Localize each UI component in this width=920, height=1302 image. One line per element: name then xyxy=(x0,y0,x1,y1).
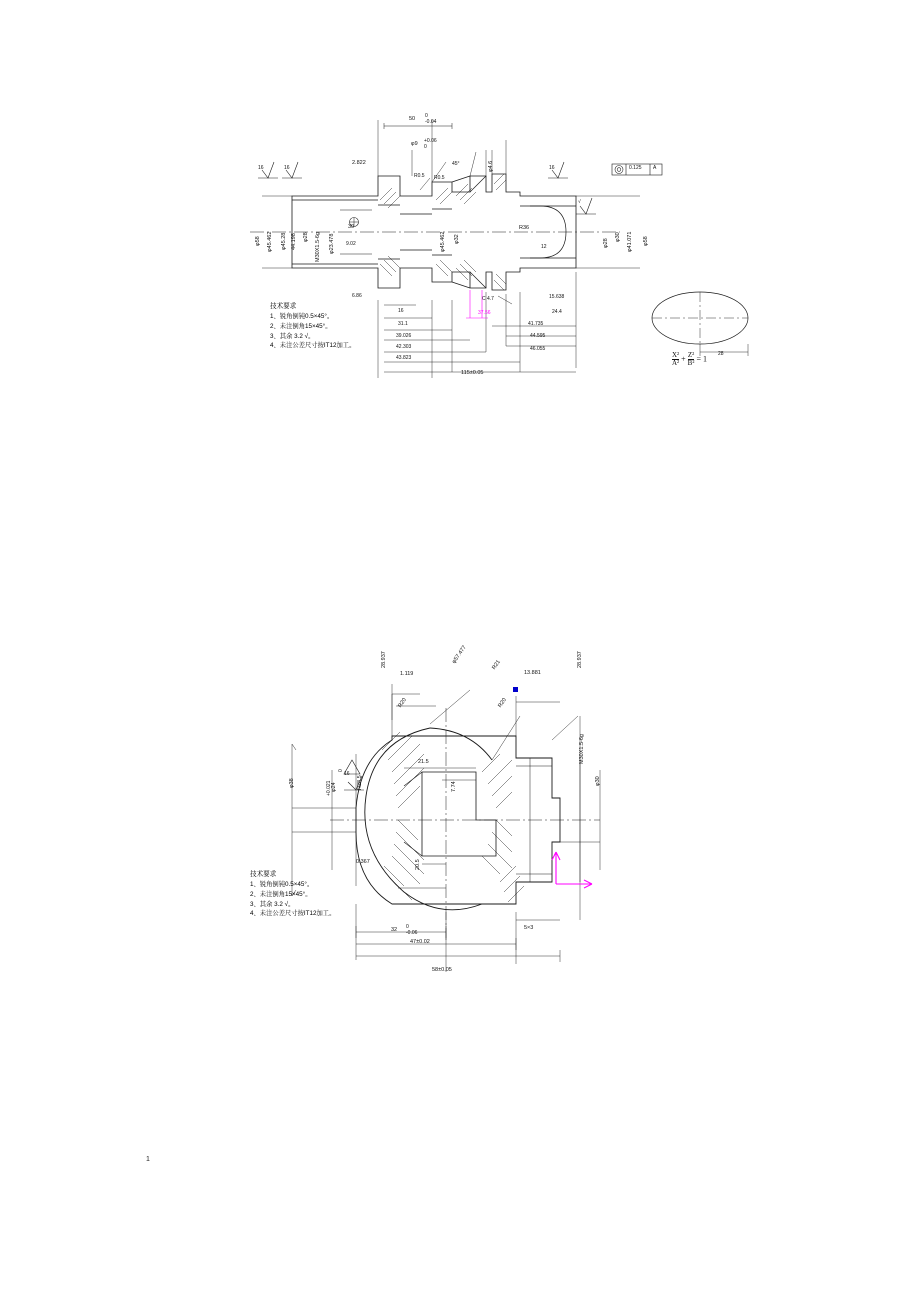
dim-d45-462-mid: φ45.462 xyxy=(440,231,446,252)
dim-chamfer-2822: 2.822 xyxy=(352,160,366,166)
dim-d24: φ24 xyxy=(331,782,337,792)
bottom-view-notes xyxy=(250,870,335,919)
dim-d45-462: φ45.462 xyxy=(267,231,273,252)
dim-d45-28: φ45.28 xyxy=(281,232,287,250)
dim-d58-left: φ58 xyxy=(255,236,261,246)
dim-d24-tol-upper: +0.021 xyxy=(326,780,332,796)
dim-r05-a: R0.5 xyxy=(414,173,425,179)
note-line-1-bottom: 1、锐角倒钝0.5×45°。 xyxy=(250,881,314,889)
dim-groove-5x3: 5×3 xyxy=(524,925,534,931)
formula-x-num: X² xyxy=(672,351,680,359)
dim-overall-115: 115±0.05 xyxy=(461,370,484,376)
dim-m30-thread-bottom: M30X1.5-6g xyxy=(579,734,585,764)
dim-d9-tol-lower: 0 xyxy=(424,144,427,150)
dim-d57-477: φ57.477 xyxy=(451,644,468,665)
dim-d4-6: φ4.6 xyxy=(488,160,494,172)
note-line-4-bottom: 4、未注公差尺寸按IT12加工。 xyxy=(250,910,336,918)
surface-finish-detail: √ xyxy=(578,199,581,205)
dim-47: 47±0.02 xyxy=(410,939,430,945)
dim-length-50: 50 xyxy=(409,116,416,122)
surface-finish-16-b: 16 xyxy=(284,165,290,171)
dim-flat-9-02: 9.02 xyxy=(346,241,356,247)
note-line-2-bottom: 2、未注倒角15×45°。 xyxy=(250,890,312,898)
dim-d41-071: φ41.071 xyxy=(627,231,633,252)
dim-r05-b: R0.5 xyxy=(434,175,445,181)
dim-28-937-right: 28.937 xyxy=(577,651,583,668)
dim-58: 58±0.05 xyxy=(432,967,452,973)
dim-d24-tol-lower: 0 xyxy=(338,769,344,772)
dim-len-16: 16 xyxy=(398,308,404,314)
dim-43-823: 43.823 xyxy=(396,355,412,361)
dim-15-638: 15.638 xyxy=(549,294,565,300)
dim-m30-thread-top: M30X1.5-6g xyxy=(315,232,321,262)
note-line-1-top: 1、锐角倒钝0.5×45°。 xyxy=(270,313,334,321)
dim-24-4: 24.4 xyxy=(552,309,562,315)
dim-42-303: 42.303 xyxy=(396,344,412,350)
dim-d30-right: φ30 xyxy=(615,232,621,242)
ellipse-formula xyxy=(672,352,707,368)
note-line-4-top: 4、未注公差尺寸按IT12加工。 xyxy=(270,342,356,350)
gdt-datum: A xyxy=(653,165,657,171)
dim-13-881: 13.881 xyxy=(524,670,541,676)
dim-d9-tol-upper: +0.06 xyxy=(424,138,437,144)
dim-d30-bottom: φ30 xyxy=(595,776,601,786)
dim-39-026: 39.026 xyxy=(396,333,412,339)
dim-41-735: 41.735 xyxy=(528,321,544,327)
dim-d28-left: φ28 xyxy=(303,232,309,242)
dim-d58-right: φ58 xyxy=(643,236,649,246)
formula-b-den: B² xyxy=(687,359,695,368)
surface-finish-16-bottom: 16 xyxy=(344,771,350,777)
dim-32-tol-upper: 0 xyxy=(406,924,409,930)
dim-r36: R36 xyxy=(519,225,530,231)
dim-flat-30: 30 xyxy=(348,224,355,230)
dim-angle-45-1: 45° xyxy=(452,161,460,167)
page-number: 1 xyxy=(146,1156,150,1163)
dim-44-595: 44.595 xyxy=(530,333,546,339)
dim-r21: R21 xyxy=(491,659,502,671)
dim-1-119: 1.119 xyxy=(400,671,414,677)
dim-32-tol-lower: -0.06 xyxy=(406,930,418,936)
dim-31-1: 31.1 xyxy=(398,321,408,327)
note-line-3-top: 3、其余 3.2 √。 xyxy=(270,332,315,340)
top-view-notes xyxy=(270,302,355,351)
bottom-view xyxy=(0,620,920,1040)
dim-37-56: 37.56 xyxy=(478,310,491,316)
dim-20-5: 20.5 xyxy=(415,859,421,870)
ellipse-dim-28: 28 xyxy=(718,351,724,357)
dim-d38: φ38 xyxy=(289,778,295,788)
dim-length-50-tol-lower: -0.04 xyxy=(425,119,437,125)
formula-plus: + xyxy=(681,354,686,364)
gdt-value: 0.125 xyxy=(629,165,642,171)
dim-r20-right: R20 xyxy=(497,697,508,709)
dim-r28-5: R28.5 xyxy=(357,775,363,790)
dim-6-86: 6.86 xyxy=(352,293,362,299)
top-view xyxy=(0,0,920,420)
formula-z-num: Z² xyxy=(687,351,695,359)
dim-length-50-tol-upper: 0 xyxy=(425,113,428,119)
dim-d28-right: φ28 xyxy=(603,238,609,248)
dim-0-367: 0.367 xyxy=(356,859,370,865)
dim-d9: φ9 xyxy=(411,141,418,147)
formula-result: = 1 xyxy=(696,354,707,364)
surface-finish-16-c: 16 xyxy=(549,165,555,171)
notes-header-top: 技术要求 xyxy=(270,303,297,310)
dim-46-055: 46.055 xyxy=(530,346,546,352)
dim-r20-left: R20 xyxy=(397,697,408,709)
dim-44-198: 44.198 xyxy=(291,233,297,250)
surface-finish-16-a: 16 xyxy=(258,165,264,171)
dim-32: 32 xyxy=(391,927,398,933)
dim-d23-478: φ23.478 xyxy=(329,233,335,254)
dim-21-5: 21.5 xyxy=(418,759,429,765)
note-line-2-top: 2、未注倒角15×45°。 xyxy=(270,322,332,330)
dim-7-74: 7.74 xyxy=(451,781,457,792)
dim-12: 12 xyxy=(541,244,547,250)
formula-a-den: A² xyxy=(672,359,680,368)
notes-header-bottom: 技术要求 xyxy=(250,871,277,878)
dim-d32-mid: φ32 xyxy=(454,234,460,244)
dim-28-937-left: 28.937 xyxy=(381,651,387,668)
dim-c4-7: C 4.7 xyxy=(482,296,494,302)
note-line-3-bottom: 3、其余 3.2 √。 xyxy=(250,900,295,908)
